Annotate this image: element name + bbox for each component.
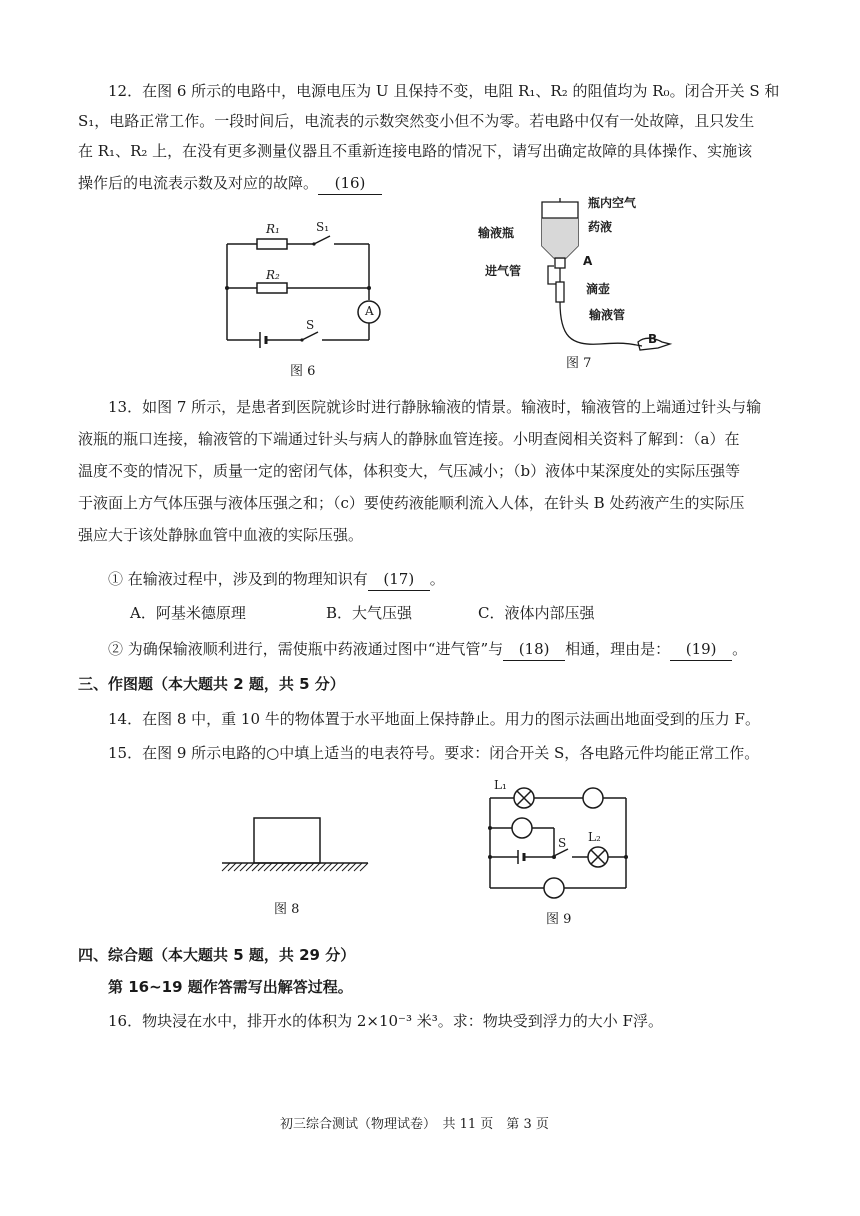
switch-s [302, 332, 318, 340]
label-r1: R₁ [266, 222, 280, 236]
q13-line2: 液瓶的瓶口连接，输液管的下端通过针头与病人的静脉血管连接。小明查阅相关资料了解到：（a）在 [78, 430, 740, 448]
figure-8-caption: 图 8 [274, 902, 300, 917]
label-infusion-tube: 输液管 [589, 308, 626, 322]
label-drip-chamber: 滴壶 [586, 282, 611, 296]
option-b: B．大气压强 [326, 604, 413, 622]
q13-sub2-suffix: 。 [732, 640, 748, 658]
answer-blank-18[interactable]: (18) [503, 638, 565, 661]
page-footer: 初三综合测试（物理试卷） 共 11 页 第 3 页 [280, 1117, 549, 1132]
meter-slot-middle [512, 818, 532, 838]
section-4-note: 第 16~19 题作答需写出解答过程。 [108, 978, 353, 996]
figure-9-caption: 图 9 [546, 912, 572, 927]
label-s1: S₁ [316, 220, 330, 234]
label-s: S [306, 318, 315, 332]
label-ammeter-a: A [365, 304, 374, 318]
q12-line2: S₁，电路正常工作。一段时间后，电流表的示数突然变小但不为零。若电路中仅有一处故障，且只发生 [78, 112, 755, 130]
q13-sub2 [108, 638, 747, 661]
q12-line4 [78, 172, 382, 195]
label-air-in-bottle: 瓶内空气 [588, 196, 637, 210]
label-point-a: A [583, 254, 593, 268]
section-4-title: 四、综合题（本大题共 5 题，共 29 分） [78, 946, 356, 964]
q13-line3: 温度不变的情况下，质量一定的密闭气体，体积变大，气压减小；（b）液体中某深度处的实际压强等 [78, 462, 741, 480]
figure-8-block-on-ground [218, 808, 378, 878]
q13-sub1 [108, 568, 445, 591]
meter-slot-top [583, 788, 603, 808]
figure-6-circuit [222, 222, 382, 354]
q13-sub2-text: ② 为确保输液顺利进行，需使瓶中药液通过图中“进气管”与 [108, 640, 504, 658]
q13-sub1-suffix: 。 [429, 570, 445, 588]
q13-line4: 于液面上方气体压强与液体压强之和；（c）要使药液能顺利流入人体，在针头 B 处药液产生的实际压 [78, 494, 745, 512]
answer-blank-16[interactable]: (16) [318, 172, 382, 195]
resistor-r2 [257, 283, 287, 293]
label-liquid: 药液 [588, 220, 613, 234]
answer-blank-19[interactable]: (19) [670, 638, 732, 661]
q12-text: 操作后的电流表示数及对应的故障。 [78, 174, 319, 192]
label-l2: L₂ [588, 830, 601, 844]
option-c: C．液体内部压强 [478, 604, 595, 622]
q13-sub1-text: ① 在输液过程中，涉及到的物理知识有 [108, 570, 368, 588]
q13-sub2-mid: 相通，理由是： [565, 640, 671, 658]
label-point-b: B [648, 332, 658, 346]
switch-s1 [314, 236, 330, 244]
label-switch-s: S [558, 836, 567, 850]
answer-blank-17[interactable]: (17) [368, 568, 430, 591]
resistor-r1 [257, 239, 287, 249]
q13-line1: 13．如图 7 所示，是患者到医院就诊时进行静脉输液的情景。输液时，输液管的上端通过针头与输 [108, 398, 762, 416]
label-bottle: 输液瓶 [478, 226, 515, 240]
q12-line1: 12．在图 6 所示的电路中，电源电压为 U 且保持不变，电阻 R₁、R₂ 的阻值均为 R₀。闭合开关 S 和 [108, 82, 780, 100]
label-intake-tube: 进气管 [485, 264, 522, 278]
section-3-title: 三、作图题（本大题共 2 题，共 5 分） [78, 675, 345, 693]
q16-text: 16．物块浸在水中，排开水的体积为 2×10⁻³ 米³。求：物块受到浮力的大小 F浮。 [108, 1012, 663, 1030]
q12-line3: 在 R₁、R₂ 上，在没有更多测量仪器且不重新连接电路的情况下，请写出确定故障的具体操作、实施该 [78, 142, 753, 160]
drip-chamber [556, 282, 564, 302]
label-l1: L₁ [494, 778, 507, 792]
label-r2: R₂ [266, 268, 280, 282]
block [254, 818, 320, 863]
q13-line5: 强应大于该处静脉血管中血液的实际压强。 [78, 526, 364, 544]
meter-slot-bottom [544, 878, 564, 898]
q15-text: 15．在图 9 所示电路的○中填上适当的电表符号。要求：闭合开关 S，各电路元件均能正常工作。 [108, 744, 760, 762]
figure-6-caption: 图 6 [290, 364, 316, 379]
q14-text: 14．在图 8 中，重 10 牛的物体置于水平地面上保持静止。用力的图示法画出地面受到的压力 F。 [108, 710, 760, 728]
figure-7-caption: 图 7 [566, 356, 592, 371]
option-a: A．阿基米德原理 [130, 604, 246, 622]
